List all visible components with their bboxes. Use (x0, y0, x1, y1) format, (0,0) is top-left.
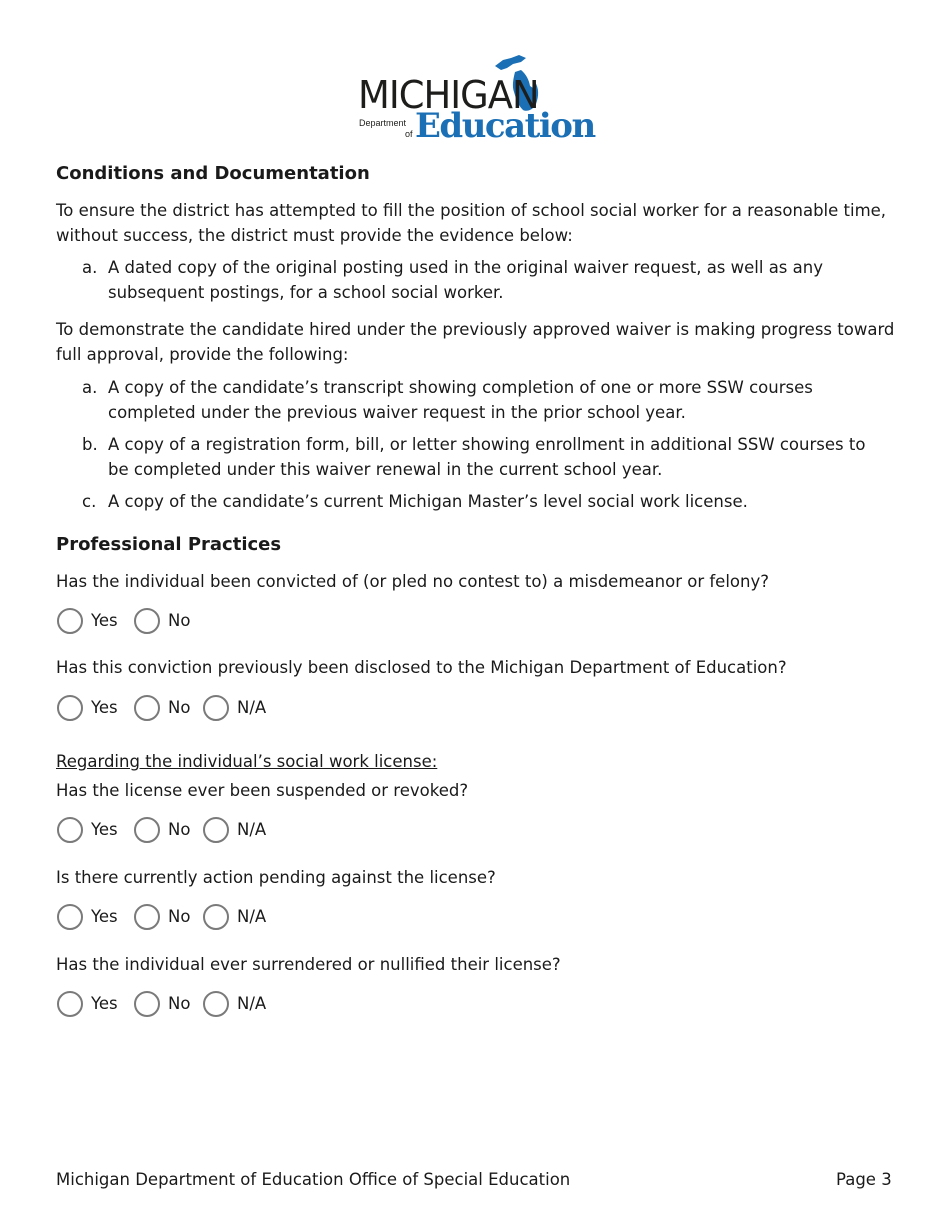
list-item (82, 432, 896, 482)
list-text: A copy of a registration form, bill, or letter showing enrollment in additional SSW courses to be completed under this waiver renewal in the current school year. (108, 435, 866, 479)
logo-of-text: of (405, 129, 413, 139)
list-item (82, 255, 896, 305)
logo-michigan-text: MICHIGAN (358, 73, 539, 117)
radio-label: No (168, 820, 191, 839)
footer-page-number: Page 3 (836, 1170, 892, 1189)
license-subheading: Regarding the individual’s social work license: (56, 752, 438, 771)
practices-heading: Professional Practices (56, 534, 282, 555)
footer-office: Michigan Department of Education Office of Special Education (56, 1170, 571, 1189)
radio-button[interactable] (57, 608, 83, 634)
radio-button[interactable] (134, 695, 160, 721)
radio-label: Yes (91, 611, 118, 630)
radio-button[interactable] (57, 904, 83, 930)
radio-label: Yes (91, 820, 118, 839)
radio-label: No (168, 994, 191, 1013)
question-pending: Is there currently action pending against the license? (56, 868, 496, 887)
list-text: A copy of the candidate’s transcript showing completion of one or more SSW courses completed under the previous waiver request in the prior school year. (108, 378, 813, 422)
radio-button[interactable] (203, 695, 229, 721)
question-convicted: Has the individual been convicted of (or pled no contest to) a misdemeanor or felony? (56, 572, 769, 591)
radio-label: No (168, 907, 191, 926)
question-surrendered: Has the individual ever surrendered or nullified their license? (56, 955, 561, 974)
radio-group-surrendered (56, 991, 316, 1021)
question-suspended: Has the license ever been suspended or revoked? (56, 781, 469, 800)
radio-label: Yes (91, 994, 118, 1013)
radio-group-pending (56, 904, 316, 934)
radio-label: Yes (91, 907, 118, 926)
radio-button[interactable] (134, 817, 160, 843)
mde-logo (357, 52, 597, 150)
radio-label: No (168, 611, 191, 630)
list-item (82, 375, 896, 425)
list-marker: c. (82, 492, 97, 511)
conditions-intro-2: To demonstrate the candidate hired under the previously approved waiver is making progress toward full approval, provide the following: (56, 320, 895, 364)
radio-button[interactable] (57, 991, 83, 1017)
radio-label: N/A (237, 698, 267, 717)
radio-label: N/A (237, 820, 267, 839)
logo-department-text: Department (359, 118, 407, 128)
radio-button[interactable] (203, 991, 229, 1017)
list-marker: a. (82, 258, 98, 277)
list-item (82, 489, 896, 514)
radio-button[interactable] (57, 695, 83, 721)
list-marker: b. (82, 435, 98, 454)
radio-label: N/A (237, 907, 267, 926)
question-disclosed: Has this conviction previously been disclosed to the Michigan Department of Education? (56, 658, 787, 677)
radio-group-disclosed (56, 695, 316, 725)
list-marker: a. (82, 378, 98, 397)
list-text: A copy of the candidate’s current Michigan Master’s level social work license. (108, 492, 748, 511)
radio-button[interactable] (134, 608, 160, 634)
radio-label: Yes (91, 698, 118, 717)
logo-education-text: Education (415, 106, 595, 146)
radio-group-suspended (56, 817, 316, 847)
conditions-intro: To ensure the district has attempted to fill the position of school social worker for a reasonable time, without success, the district must provide the evidence below: (56, 201, 887, 245)
radio-button[interactable] (134, 904, 160, 930)
radio-button[interactable] (57, 817, 83, 843)
radio-label: N/A (237, 994, 267, 1013)
list-text: A dated copy of the original posting used in the original waiver request, as well as any subsequent postings, for a school social worker. (108, 258, 823, 302)
radio-button[interactable] (134, 991, 160, 1017)
radio-button[interactable] (203, 904, 229, 930)
radio-label: No (168, 698, 191, 717)
radio-button[interactable] (203, 817, 229, 843)
conditions-heading: Conditions and Documentation (56, 163, 370, 184)
radio-group-convicted (56, 608, 256, 638)
